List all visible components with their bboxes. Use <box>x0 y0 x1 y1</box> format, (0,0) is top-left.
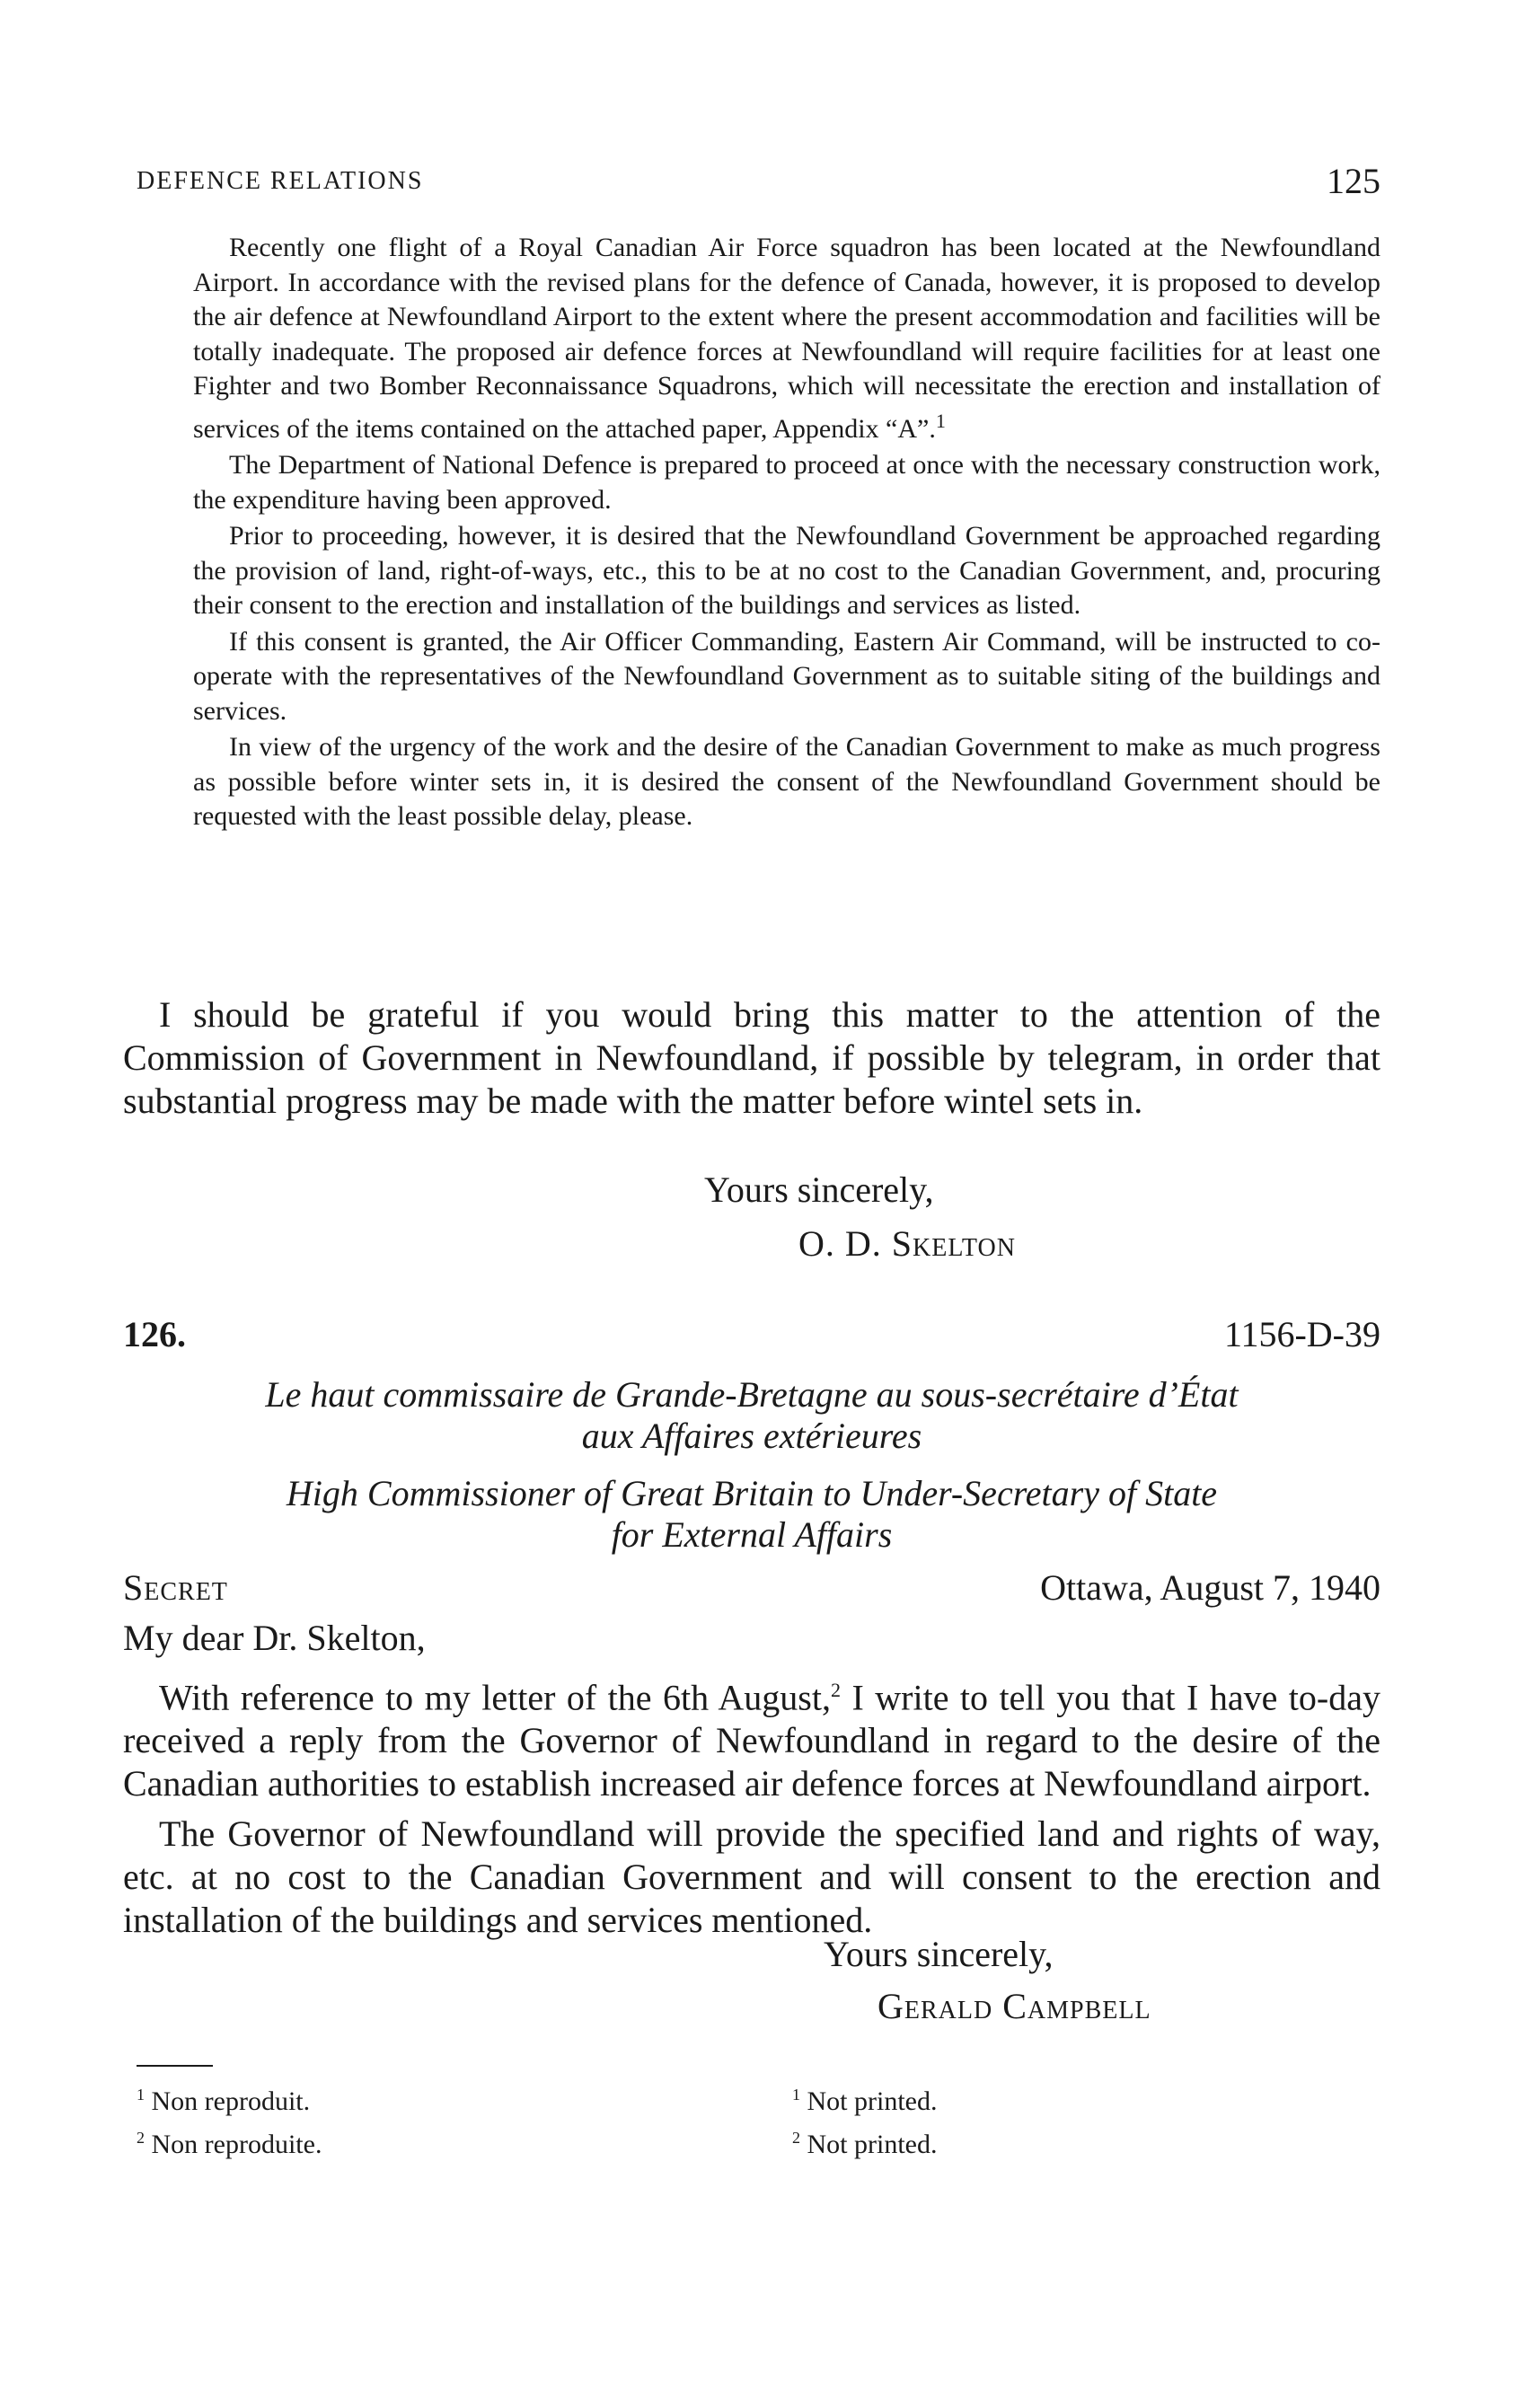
file-reference: 1156-D-39 <box>1223 1314 1380 1354</box>
complimentary-close: Yours sincerely, <box>824 1934 1054 1974</box>
document-number: 126. <box>123 1314 186 1354</box>
signature: O. D. Skelton <box>798 1223 1016 1264</box>
footnote-marker: 1 <box>935 409 946 432</box>
footnote: $^1$ Non reproduit. <box>137 2086 311 2116</box>
heading-french: Le haut commissaire de Grande-Bretagne au sous-secrétaire d’État aux Affaires extérieures <box>265 1374 1239 1456</box>
quote-paragraph: Recently one flight of a Royal Canadian Air Force squadron has been located at the Newfoundland Airport. In accordance with the revised plans for the defence of Canada, however, it is proposed to develop the air defence at Newfoundland Airport to the extent where the present accommodation and facilities will be totally inadequate. The proposed air defence forces at Newfoundland will require facilities for at least one Fighter and two Bomber Reconnaissance Squadrons, which will necessitate the erection and installation of services of the items contained on the attached paper, Appendix “A”.$^1$ <box>193 233 1380 444</box>
letter-body <box>123 1669 1380 1949</box>
salutation: My dear Dr. Skelton, <box>123 1618 426 1658</box>
letter-paragraph: The Governor of Newfoundland will provide the specified land and rights of way, etc. at no cost to the Canadian Government and will consent to the erection and installation of the buildings and services mentioned. <box>123 1813 1380 1941</box>
dateline: Ottawa, August 7, 1940 <box>1040 1567 1380 1608</box>
quoted-memorandum <box>193 231 1380 836</box>
classification-row <box>123 1566 1380 1611</box>
quote-paragraph: If this consent is granted, the Air Officer Commanding, Eastern Air Command, will be instructed to co-operate with the representatives of the Newfoundland Government as to suitable siting of the buildings and services. <box>193 626 1380 726</box>
running-head-title: DEFENCE RELATIONS <box>137 167 424 195</box>
footnote: $^2$ Not printed. <box>792 2129 938 2159</box>
document-header <box>123 1313 1380 1367</box>
signature: Gerald Campbell <box>878 1986 1151 2026</box>
heading-english: High Commissioner of Great Britain to Under-Secretary of State for External Affairs <box>286 1473 1218 1555</box>
classification: Secret <box>123 1567 228 1608</box>
quote-paragraph: In view of the urgency of the work and the desire of the Canadian Government to make as much progress as possible before winter sets in, it is desired the consent of the Newfoundland Government should be requested with the least possible delay, please. <box>193 732 1380 831</box>
letter-closing-paragraph: I should be grateful if you would bring this matter to the attention of the Commission of Government in Newfoundland, if possible by telegram, in order that substantial progress may be made with the matter before wintel sets in. <box>123 994 1380 1121</box>
footnote: $^2$ Non reproduite. <box>137 2129 322 2159</box>
running-head <box>123 160 1380 205</box>
footnotes-french <box>137 2077 322 2163</box>
footnote-marker: 2 <box>830 1679 841 1701</box>
letter-paragraph: With reference to my letter of the 6th August,$^2$ I write to tell you that I have to-day received a reply from the Governor of Newfoundland in regard to the desire of the Canadian authorities to establish increased air defence forces at Newfoundland airport. <box>123 1677 1380 1804</box>
complimentary-close: Yours sincerely, <box>704 1169 934 1210</box>
page-number: 125 <box>1327 161 1380 201</box>
quote-paragraph: Prior to proceeding, however, it is desired that the Newfoundland Government be approached regarding the provision of land, right-of-ways, etc., this to be at no cost to the Canadian Government, and, procuring their consent to the erection and installation of the buildings and services as listed. <box>193 521 1380 620</box>
quote-paragraph: The Department of National Defence is prepared to proceed at once with the necessary construction work, the expenditure having been approved. <box>193 450 1380 515</box>
footnote-rule <box>137 2065 213 2067</box>
footnote: $^1$ Not printed. <box>792 2086 938 2116</box>
footnotes-english <box>792 2077 937 2163</box>
document-page <box>123 0 1380 2408</box>
